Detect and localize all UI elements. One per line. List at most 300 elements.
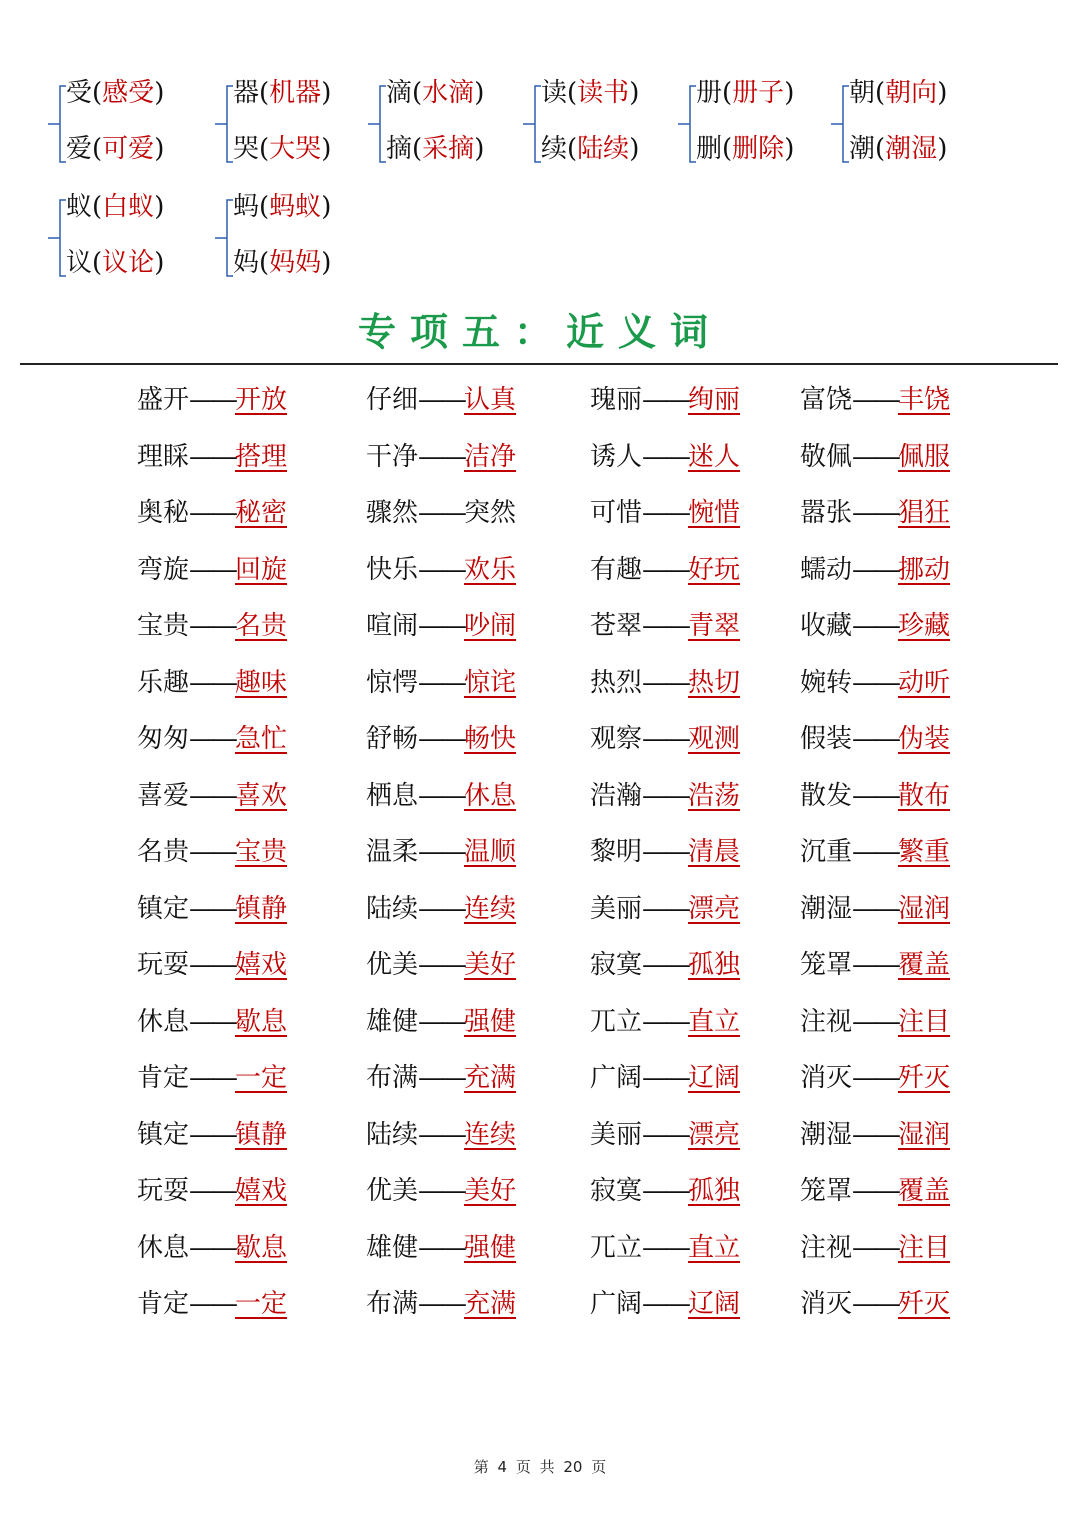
source-word: 玩耍 (137, 1176, 190, 1206)
synonym-pair (800, 945, 950, 985)
synonym-answer: 喜欢 (235, 780, 288, 811)
char-group-line: 读(读书) (541, 78, 640, 108)
synonym-answer: 惊诧 (464, 667, 517, 698)
synonym-pair (590, 889, 740, 929)
dash-separator: —— (642, 780, 689, 811)
char-group-line: 潮(潮湿) (849, 134, 948, 164)
char-group-line: 爱(可爱) (66, 134, 165, 164)
dash-separator: —— (642, 1176, 689, 1206)
source-word: 陆续 (366, 893, 419, 924)
synonym-pair (366, 1284, 516, 1324)
synonym-pair (590, 1228, 740, 1268)
synonym-row (0, 1058, 1080, 1098)
base-char: 爱 (66, 134, 93, 164)
dash-separator: —— (189, 1289, 236, 1319)
synonym-pair (137, 1058, 287, 1098)
base-char: 妈 (233, 248, 260, 278)
synonym-answer: 惋惜 (688, 498, 741, 528)
dash-separator: —— (642, 893, 689, 924)
compound-word: 白蚁 (102, 192, 155, 222)
synonym-answer: 热切 (688, 667, 741, 698)
compound-word: 可爱 (102, 134, 155, 164)
dash-separator: —— (189, 554, 236, 585)
char-group-line: 议(议论) (66, 248, 165, 278)
source-word: 注视 (800, 1006, 853, 1037)
synonym-row (0, 1115, 1080, 1155)
char-group-line: 续(陆续) (541, 134, 640, 164)
synonym-answer: 漂亮 (688, 893, 741, 924)
dash-separator: —— (189, 1176, 236, 1206)
synonym-answer: 镇静 (235, 893, 288, 924)
source-word: 惊愕 (366, 667, 419, 698)
synonym-pair (137, 1115, 287, 1155)
synonym-answer: 吵闹 (464, 611, 517, 641)
synonym-answer: 畅快 (464, 724, 517, 754)
source-word: 黎明 (590, 837, 643, 867)
source-word: 宝贵 (137, 611, 190, 641)
synonym-answer: 连续 (464, 1119, 517, 1150)
synonym-pair (137, 606, 287, 646)
dash-separator: —— (189, 1232, 236, 1263)
dash-separator: —— (852, 1176, 899, 1206)
compound-word: 议论 (102, 248, 155, 278)
synonym-answer: 好玩 (688, 554, 741, 585)
source-word: 有趣 (590, 554, 643, 585)
char-group (213, 76, 363, 180)
synonym-answer: 认真 (464, 385, 517, 415)
compound-word: 读书 (577, 78, 630, 108)
brace-icon (829, 76, 851, 180)
dash-separator: —— (852, 1006, 899, 1037)
synonym-answer: 突然 (464, 498, 517, 528)
dash-separator: —— (852, 950, 899, 980)
dash-separator: —— (642, 385, 689, 415)
synonym-pair (137, 380, 287, 420)
synonym-pair (137, 663, 287, 703)
synonym-answer: 温顺 (464, 837, 517, 867)
dash-separator: —— (418, 1063, 465, 1093)
source-word: 名贵 (137, 837, 190, 867)
dash-separator: —— (642, 837, 689, 867)
brace-icon (521, 76, 543, 180)
source-word: 美丽 (590, 1119, 643, 1150)
synonym-row (0, 1284, 1080, 1324)
source-word: 弯旋 (137, 554, 190, 585)
char-group-line: 册(册子) (696, 78, 795, 108)
synonym-answer: 辽阔 (688, 1063, 741, 1093)
synonym-pair (590, 663, 740, 703)
synonym-answer: 充满 (464, 1289, 517, 1319)
synonym-answer: 观测 (688, 724, 741, 754)
synonym-answer: 欢乐 (464, 554, 517, 585)
source-word: 诱人 (590, 441, 643, 472)
source-word: 蠕动 (800, 554, 853, 585)
source-word: 注视 (800, 1232, 853, 1263)
synonym-pair (800, 606, 950, 646)
source-word: 笼罩 (800, 1176, 853, 1206)
dash-separator: —— (189, 441, 236, 472)
synonym-answer: 丰饶 (898, 385, 951, 415)
synonym-pair (137, 1002, 287, 1042)
source-word: 镇定 (137, 893, 190, 924)
source-word: 可惜 (590, 498, 643, 528)
synonym-answer: 繁重 (898, 837, 951, 867)
source-word: 嚣张 (800, 498, 853, 528)
dash-separator: —— (642, 554, 689, 585)
dash-separator: —— (418, 1289, 465, 1319)
compound-word: 妈妈 (269, 248, 322, 278)
base-char: 哭 (233, 134, 260, 164)
synonym-pair (366, 380, 516, 420)
dash-separator: —— (852, 498, 899, 528)
char-group-line: 删(删除) (696, 134, 795, 164)
synonym-answer: 直立 (688, 1232, 741, 1263)
synonym-pair (137, 550, 287, 590)
dash-separator: —— (418, 385, 465, 415)
synonym-pair (590, 606, 740, 646)
base-char: 器 (233, 78, 260, 108)
synonym-answer: 一定 (235, 1289, 288, 1319)
synonym-pair (366, 889, 516, 929)
dash-separator: —— (852, 780, 899, 811)
source-word: 兀立 (590, 1232, 643, 1263)
synonym-pair (590, 1115, 740, 1155)
synonym-pair (137, 1284, 287, 1324)
source-word: 热烈 (590, 667, 643, 698)
dash-separator: —— (418, 1006, 465, 1037)
char-group-line: 蚁(白蚁) (66, 192, 165, 222)
source-word: 浩瀚 (590, 780, 643, 811)
synonym-pair (800, 1284, 950, 1324)
synonym-answer: 强健 (464, 1232, 517, 1263)
dash-separator: —— (418, 724, 465, 754)
synonym-answer: 迷人 (688, 441, 741, 472)
dash-separator: —— (852, 1119, 899, 1150)
source-word: 观察 (590, 724, 643, 754)
compound-word: 水滴 (422, 78, 475, 108)
source-word: 镇定 (137, 1119, 190, 1150)
dash-separator: —— (418, 780, 465, 811)
synonym-row (0, 550, 1080, 590)
synonym-answer: 急忙 (235, 724, 288, 754)
compound-word: 机器 (269, 78, 322, 108)
source-word: 休息 (137, 1232, 190, 1263)
page-footer: 第 4 页 共 20 页 (473, 1458, 607, 1476)
synonym-pair (137, 437, 287, 477)
synonym-pair (590, 1284, 740, 1324)
base-char: 册 (696, 78, 723, 108)
dash-separator: —— (852, 724, 899, 754)
dash-separator: —— (418, 611, 465, 641)
source-word: 雄健 (366, 1232, 419, 1263)
synonym-answer: 孤独 (688, 950, 741, 980)
synonym-pair (366, 493, 516, 533)
dash-separator: —— (189, 950, 236, 980)
synonym-answer: 歼灭 (898, 1289, 951, 1319)
base-char: 读 (541, 78, 568, 108)
dash-separator: —— (642, 1063, 689, 1093)
synonym-answer: 名贵 (235, 611, 288, 641)
synonym-pair (800, 1002, 950, 1042)
synonym-answer: 嬉戏 (235, 1176, 288, 1206)
brace-icon (213, 190, 235, 294)
synonym-pair (366, 437, 516, 477)
synonym-row (0, 437, 1080, 477)
source-word: 婉转 (800, 667, 853, 698)
dash-separator: —— (642, 667, 689, 698)
dash-separator: —— (642, 441, 689, 472)
synonym-pair (366, 1115, 516, 1155)
compound-word: 大哭 (269, 134, 322, 164)
synonym-pair (800, 1058, 950, 1098)
base-char: 蚁 (66, 192, 93, 222)
synonym-answer: 散布 (898, 780, 951, 811)
dash-separator: —— (189, 1119, 236, 1150)
synonym-pair (366, 550, 516, 590)
base-char: 续 (541, 134, 568, 164)
base-char: 滴 (386, 78, 413, 108)
synonym-answer: 猖狂 (898, 498, 951, 528)
synonym-pair (137, 776, 287, 816)
synonym-row (0, 889, 1080, 929)
char-group-line: 受(感受) (66, 78, 165, 108)
char-group (46, 76, 196, 180)
synonym-pair (590, 1171, 740, 1211)
synonym-answer: 嬉戏 (235, 950, 288, 980)
synonym-answer: 洁净 (464, 441, 517, 472)
source-word: 寂寞 (590, 950, 643, 980)
synonym-answer: 孤独 (688, 1176, 741, 1206)
source-word: 休息 (137, 1006, 190, 1037)
base-char: 删 (696, 134, 723, 164)
synonym-pair (800, 1115, 950, 1155)
synonym-answer: 覆盖 (898, 950, 951, 980)
dash-separator: —— (189, 611, 236, 641)
synonym-row (0, 719, 1080, 759)
base-char: 朝 (849, 78, 876, 108)
synonym-answer: 珍藏 (898, 611, 951, 641)
source-word: 栖息 (366, 780, 419, 811)
synonym-pair (137, 1171, 287, 1211)
dash-separator: —— (852, 611, 899, 641)
dash-separator: —— (642, 1289, 689, 1319)
brace-icon (46, 76, 68, 180)
synonym-pair (366, 1058, 516, 1098)
source-word: 盛开 (137, 385, 190, 415)
compound-word: 感受 (102, 78, 155, 108)
source-word: 雄健 (366, 1006, 419, 1037)
source-word: 仔细 (366, 385, 419, 415)
synonym-answer: 休息 (464, 780, 517, 811)
source-word: 布满 (366, 1289, 419, 1319)
source-word: 兀立 (590, 1006, 643, 1037)
dash-separator: —— (418, 498, 465, 528)
dash-separator: —— (418, 441, 465, 472)
synonym-answer: 开放 (235, 385, 288, 415)
synonym-answer: 湿润 (898, 1119, 951, 1150)
synonym-answer: 浩荡 (688, 780, 741, 811)
synonym-answer: 镇静 (235, 1119, 288, 1150)
brace-icon (46, 190, 68, 294)
char-group (676, 76, 826, 180)
dash-separator: —— (189, 667, 236, 698)
synonym-answer: 绚丽 (688, 385, 741, 415)
synonym-pair (800, 380, 950, 420)
synonym-answer: 美好 (464, 950, 517, 980)
synonym-pair (800, 550, 950, 590)
synonym-pair (800, 776, 950, 816)
dash-separator: —— (189, 893, 236, 924)
synonym-pair (800, 663, 950, 703)
title-divider (20, 363, 1058, 365)
base-char: 潮 (849, 134, 876, 164)
synonym-answer: 动听 (898, 667, 951, 698)
synonym-answer: 青翠 (688, 611, 741, 641)
dash-separator: —— (642, 611, 689, 641)
source-word: 奥秘 (137, 498, 190, 528)
source-word: 潮湿 (800, 893, 853, 924)
source-word: 富饶 (800, 385, 853, 415)
source-word: 广阔 (590, 1063, 643, 1093)
dash-separator: —— (642, 1006, 689, 1037)
dash-separator: —— (189, 1006, 236, 1037)
source-word: 骤然 (366, 498, 419, 528)
synonym-answer: 覆盖 (898, 1176, 951, 1206)
synonym-answer: 充满 (464, 1063, 517, 1093)
source-word: 舒畅 (366, 724, 419, 754)
synonym-pair (800, 437, 950, 477)
synonym-pair (366, 776, 516, 816)
synonym-pair (590, 832, 740, 872)
synonym-answer: 佩服 (898, 441, 951, 472)
synonym-pair (590, 550, 740, 590)
synonym-pair (800, 889, 950, 929)
compound-word: 采摘 (422, 134, 475, 164)
dash-separator: —— (189, 780, 236, 811)
source-word: 笼罩 (800, 950, 853, 980)
dash-separator: —— (852, 1232, 899, 1263)
synonym-pair (590, 1002, 740, 1042)
synonym-row (0, 1171, 1080, 1211)
synonym-answer: 美好 (464, 1176, 517, 1206)
dash-separator: —— (642, 1119, 689, 1150)
char-group-line: 蚂(蚂蚁) (233, 192, 332, 222)
synonym-pair (590, 380, 740, 420)
base-char: 蚂 (233, 192, 260, 222)
synonym-row (0, 606, 1080, 646)
dash-separator: —— (852, 441, 899, 472)
char-group-line: 滴(水滴) (386, 78, 485, 108)
base-char: 受 (66, 78, 93, 108)
synonym-pair (590, 1058, 740, 1098)
synonym-pair (366, 1002, 516, 1042)
source-word: 散发 (800, 780, 853, 811)
source-word: 理睬 (137, 441, 190, 472)
dash-separator: —— (189, 385, 236, 415)
source-word: 消灭 (800, 1289, 853, 1319)
brace-icon (366, 76, 388, 180)
source-word: 敬佩 (800, 441, 853, 472)
synonym-pair (590, 493, 740, 533)
synonym-pair (366, 945, 516, 985)
synonym-pair (366, 832, 516, 872)
source-word: 沉重 (800, 837, 853, 867)
dash-separator: —— (642, 724, 689, 754)
char-group-line: 妈(妈妈) (233, 248, 332, 278)
synonym-row (0, 1228, 1080, 1268)
synonym-answer: 歇息 (235, 1006, 288, 1037)
synonym-pair (590, 776, 740, 816)
char-group (366, 76, 516, 180)
dash-separator: —— (418, 837, 465, 867)
synonym-answer: 一定 (235, 1063, 288, 1093)
synonym-answer: 连续 (464, 893, 517, 924)
synonym-pair (137, 832, 287, 872)
synonym-answer: 注目 (898, 1232, 951, 1263)
dash-separator: —— (642, 950, 689, 980)
synonym-pair (137, 945, 287, 985)
char-group-line: 器(机器) (233, 78, 332, 108)
char-group (46, 190, 196, 294)
synonym-pair (366, 663, 516, 703)
char-group-line: 摘(采摘) (386, 134, 485, 164)
synonym-pair (800, 1228, 950, 1268)
compound-word: 陆续 (577, 134, 630, 164)
source-word: 温柔 (366, 837, 419, 867)
synonym-answer: 伪装 (898, 724, 951, 754)
base-char: 议 (66, 248, 93, 278)
source-word: 干净 (366, 441, 419, 472)
synonym-row (0, 380, 1080, 420)
dash-separator: —— (852, 667, 899, 698)
source-word: 寂寞 (590, 1176, 643, 1206)
synonym-answer: 强健 (464, 1006, 517, 1037)
synonym-pair (800, 719, 950, 759)
synonym-pair (137, 493, 287, 533)
synonym-row (0, 1002, 1080, 1042)
synonym-row (0, 493, 1080, 533)
synonym-answer: 秘密 (235, 498, 288, 528)
compound-word: 册子 (732, 78, 785, 108)
source-word: 瑰丽 (590, 385, 643, 415)
synonym-answer: 挪动 (898, 554, 951, 585)
compound-word: 潮湿 (885, 134, 938, 164)
section-title: 专项五：近义词 (357, 309, 722, 354)
source-word: 喧闹 (366, 611, 419, 641)
synonym-row (0, 832, 1080, 872)
compound-word: 朝向 (885, 78, 938, 108)
synonym-answer: 辽阔 (688, 1289, 741, 1319)
synonym-pair (800, 832, 950, 872)
dash-separator: —— (418, 1232, 465, 1263)
source-word: 布满 (366, 1063, 419, 1093)
synonym-pair (590, 437, 740, 477)
dash-separator: —— (852, 837, 899, 867)
dash-separator: —— (189, 498, 236, 528)
compound-word: 删除 (732, 134, 785, 164)
dash-separator: —— (852, 1063, 899, 1093)
source-word: 苍翠 (590, 611, 643, 641)
dash-separator: —— (852, 385, 899, 415)
dash-separator: —— (852, 554, 899, 585)
synonym-answer: 歇息 (235, 1232, 288, 1263)
brace-icon (676, 76, 698, 180)
source-word: 广阔 (590, 1289, 643, 1319)
source-word: 收藏 (800, 611, 853, 641)
dash-separator: —— (418, 1176, 465, 1206)
synonym-answer: 注目 (898, 1006, 951, 1037)
synonym-answer: 直立 (688, 1006, 741, 1037)
